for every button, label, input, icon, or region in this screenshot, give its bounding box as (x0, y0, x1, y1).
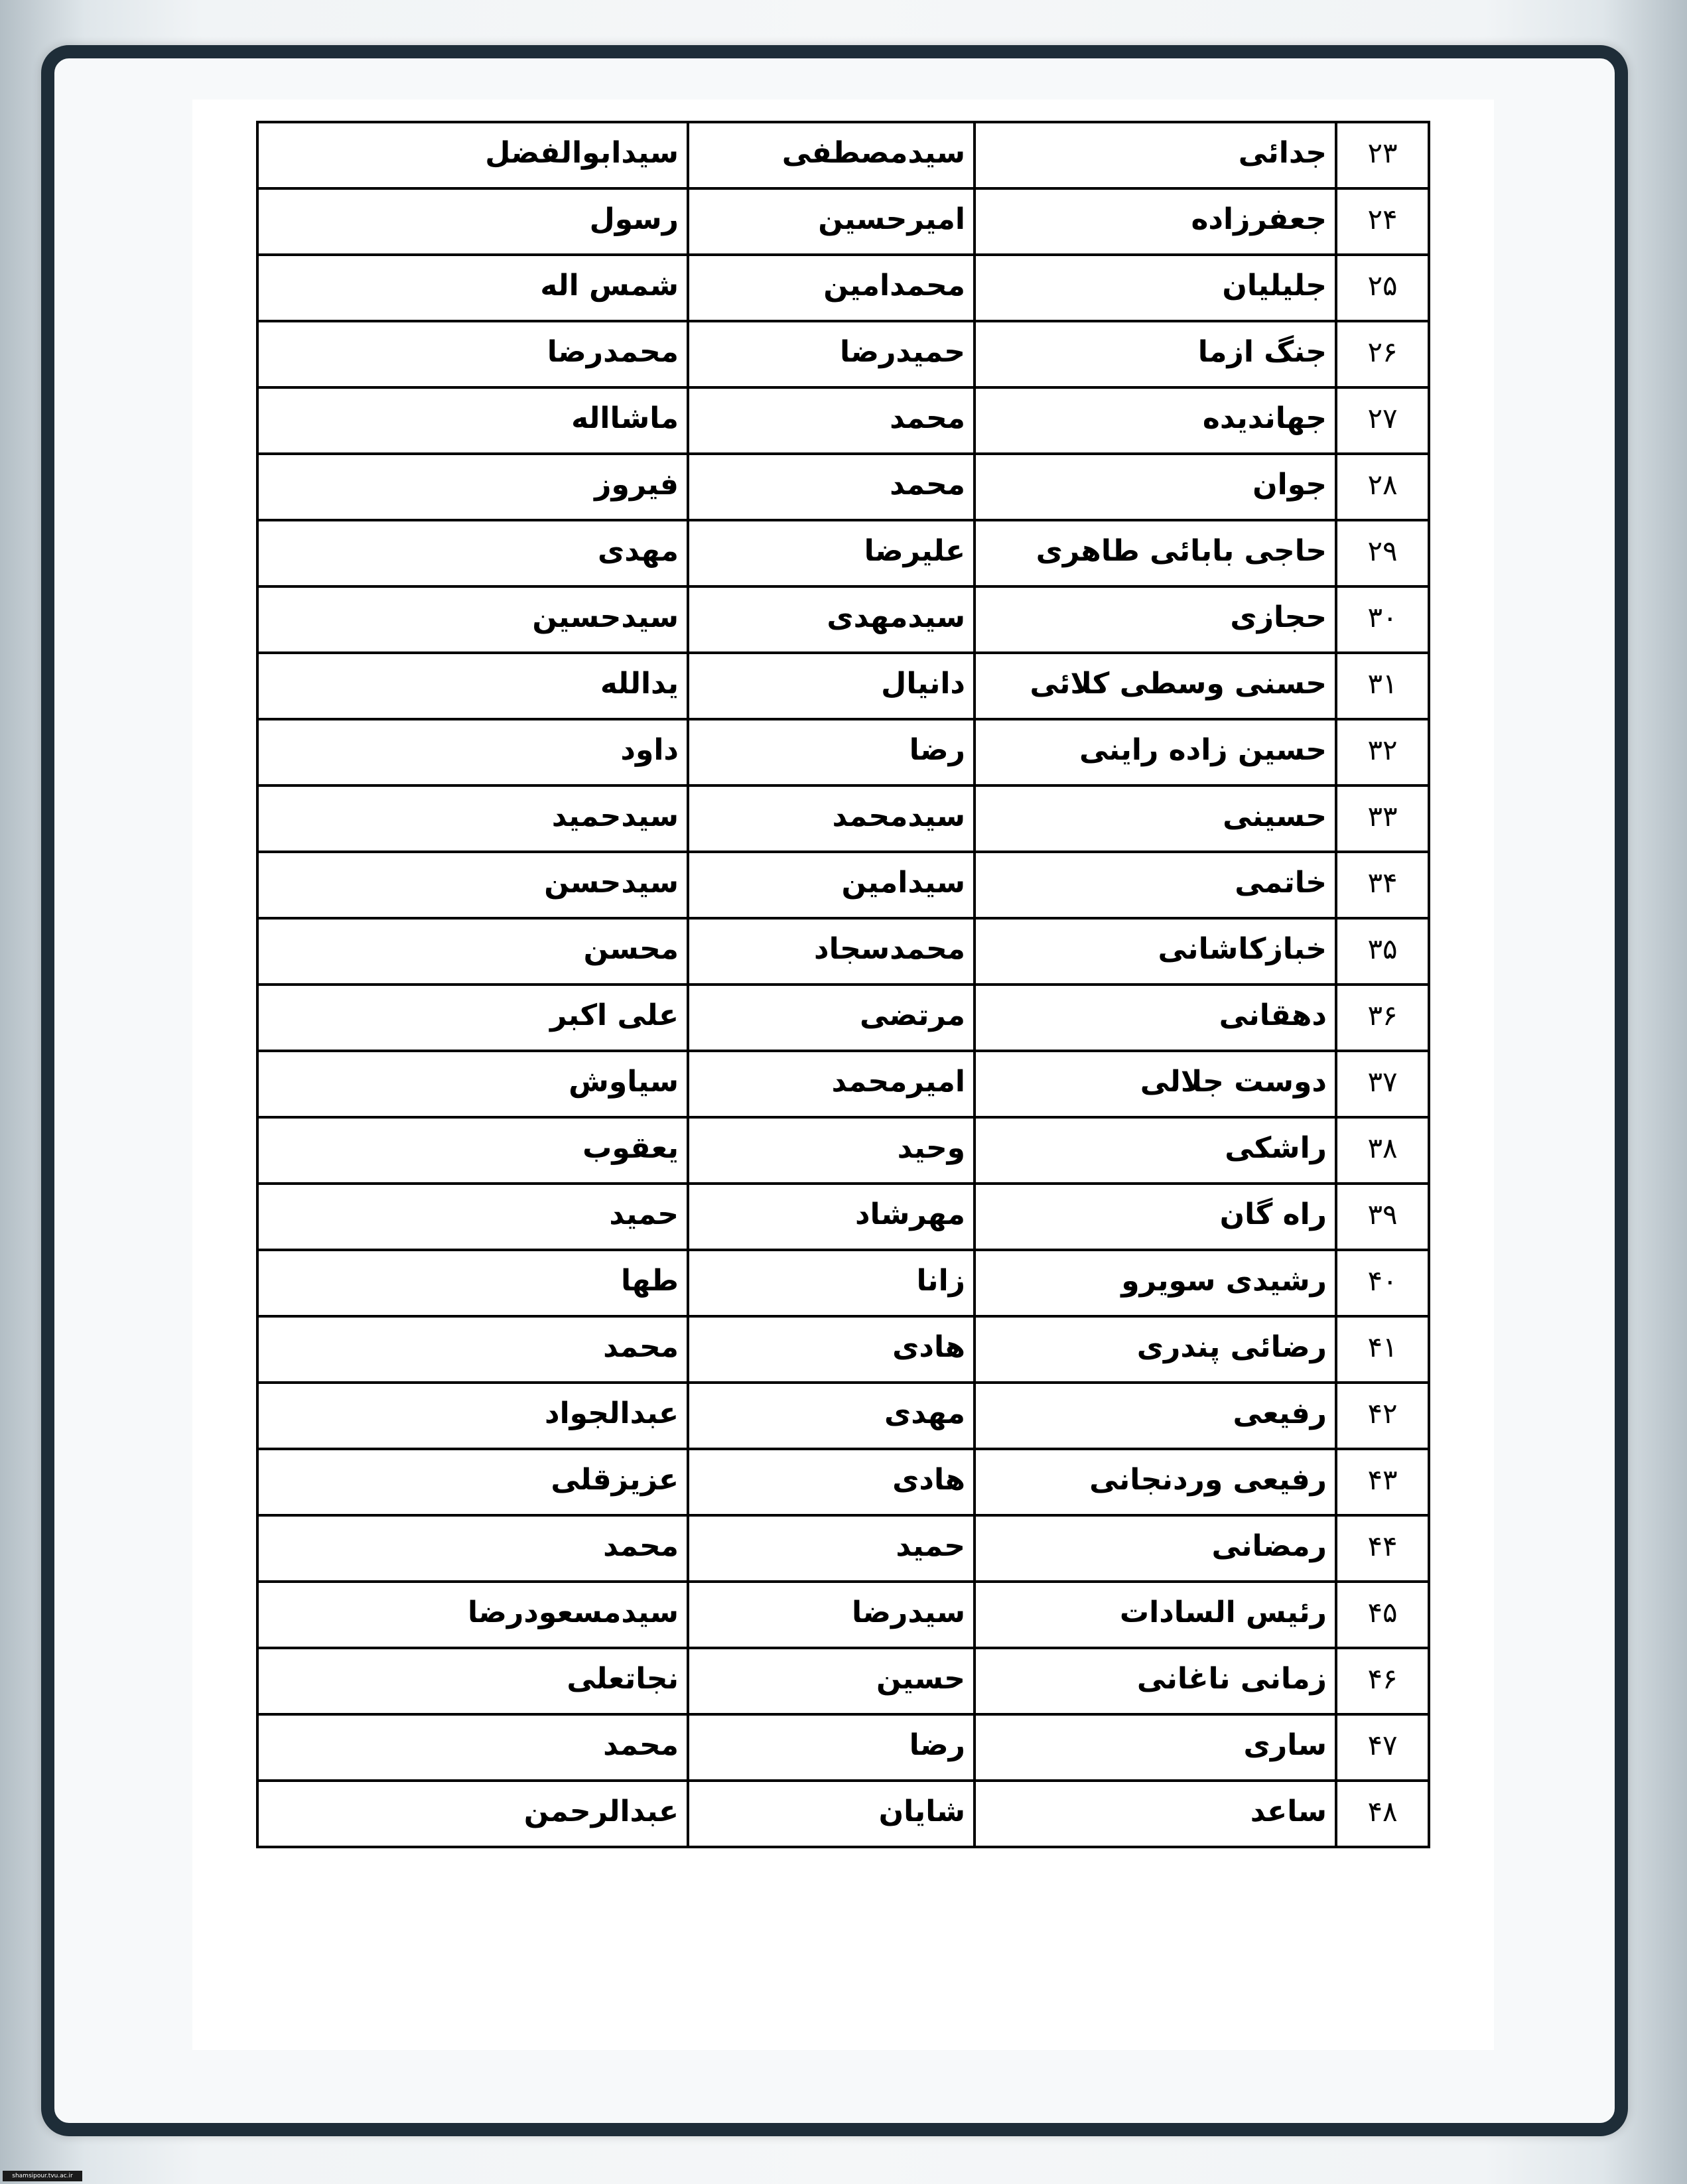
row-number: ۳۱ (1336, 653, 1429, 719)
last-name-cell: جنگ ازما (975, 321, 1336, 387)
last-name-cell: خاتمی (975, 852, 1336, 918)
table-row (257, 321, 1429, 387)
row-number: ۳۵ (1336, 918, 1429, 985)
row-number: ۴۸ (1336, 1781, 1429, 1847)
first-name-cell: محمدسجاد (688, 918, 975, 985)
father-name-cell: عبدالجواد (257, 1383, 688, 1449)
father-name-cell: طها (257, 1250, 688, 1316)
row-number: ۳۲ (1336, 719, 1429, 785)
last-name-cell: دهقانی (975, 985, 1336, 1051)
last-name-cell: رشیدی سویرو (975, 1250, 1336, 1316)
last-name-cell: زمانی ناغانی (975, 1648, 1336, 1714)
table-row (257, 1117, 1429, 1184)
father-name-cell: مهدی (257, 520, 688, 586)
last-name-cell: جوان (975, 454, 1336, 520)
father-name-cell: سیدمسعودرضا (257, 1582, 688, 1648)
row-number: ۲۶ (1336, 321, 1429, 387)
father-name-cell: فیروز (257, 454, 688, 520)
father-name-cell: عبدالرحمن (257, 1781, 688, 1847)
first-name-cell: هادی (688, 1449, 975, 1515)
last-name-cell: رفیعی (975, 1383, 1336, 1449)
father-name-cell: سیدابوالفضل (257, 122, 688, 188)
first-name-cell: حسین (688, 1648, 975, 1714)
first-name-cell: حمیدرضا (688, 321, 975, 387)
row-number: ۴۴ (1336, 1515, 1429, 1582)
table-row (257, 1449, 1429, 1515)
last-name-cell: رمضانی (975, 1515, 1336, 1582)
table-row (257, 586, 1429, 653)
father-name-cell: داود (257, 719, 688, 785)
last-name-cell: ساری (975, 1714, 1336, 1781)
last-name-cell: حاجی بابائی طاهری (975, 520, 1336, 586)
father-name-cell: محمد (257, 1515, 688, 1582)
row-number: ۳۶ (1336, 985, 1429, 1051)
table-row (257, 1582, 1429, 1648)
table-row (257, 1316, 1429, 1383)
first-name-cell: هادی (688, 1316, 975, 1383)
first-name-cell: شایان (688, 1781, 975, 1847)
row-number: ۴۱ (1336, 1316, 1429, 1383)
last-name-cell: جهاندیده (975, 387, 1336, 454)
row-number: ۲۷ (1336, 387, 1429, 454)
father-name-cell: محمد (257, 1316, 688, 1383)
last-name-cell: حسنی وسطی کلائی (975, 653, 1336, 719)
row-number: ۲۹ (1336, 520, 1429, 586)
table-row (257, 985, 1429, 1051)
table-row (257, 188, 1429, 255)
first-name-cell: محمد (688, 454, 975, 520)
father-name-cell: حمید (257, 1184, 688, 1250)
first-name-cell: محمد (688, 387, 975, 454)
last-name-cell: حجازی (975, 586, 1336, 653)
table-row (257, 122, 1429, 188)
table-row (257, 1714, 1429, 1781)
table-row (257, 1383, 1429, 1449)
table-row (257, 719, 1429, 785)
row-number: ۳۹ (1336, 1184, 1429, 1250)
last-name-cell: رئیس السادات (975, 1582, 1336, 1648)
table-row (257, 653, 1429, 719)
father-name-cell: یعقوب (257, 1117, 688, 1184)
table-row (257, 1515, 1429, 1582)
names-table (256, 121, 1430, 1848)
names-table-body (257, 122, 1429, 1847)
last-name-cell: خبازکاشانی (975, 918, 1336, 985)
row-number: ۳۰ (1336, 586, 1429, 653)
first-name-cell: مرتضی (688, 985, 975, 1051)
row-number: ۴۶ (1336, 1648, 1429, 1714)
first-name-cell: سیدمصطفی (688, 122, 975, 188)
row-number: ۲۸ (1336, 454, 1429, 520)
first-name-cell: رضا (688, 1714, 975, 1781)
first-name-cell: سیدرضا (688, 1582, 975, 1648)
father-name-cell: نجاتعلی (257, 1648, 688, 1714)
first-name-cell: سیدمحمد (688, 785, 975, 852)
father-name-cell: سیاوش (257, 1051, 688, 1117)
last-name-cell: رفیعی وردنجانی (975, 1449, 1336, 1515)
table-row (257, 454, 1429, 520)
first-name-cell: مهدی (688, 1383, 975, 1449)
row-number: ۳۴ (1336, 852, 1429, 918)
first-name-cell: سیدامین (688, 852, 975, 918)
table-row (257, 255, 1429, 321)
table-row (257, 785, 1429, 852)
first-name-cell: وحید (688, 1117, 975, 1184)
last-name-cell: راه گان (975, 1184, 1336, 1250)
table-row (257, 1184, 1429, 1250)
last-name-cell: راشکی (975, 1117, 1336, 1184)
father-name-cell: سیدحسن (257, 852, 688, 918)
row-number: ۲۴ (1336, 188, 1429, 255)
father-name-cell: محمدرضا (257, 321, 688, 387)
first-name-cell: زانا (688, 1250, 975, 1316)
row-number: ۳۷ (1336, 1051, 1429, 1117)
row-number: ۴۳ (1336, 1449, 1429, 1515)
row-number: ۴۲ (1336, 1383, 1429, 1449)
table-row (257, 1051, 1429, 1117)
father-name-cell: یدالله (257, 653, 688, 719)
father-name-cell: ماشااله (257, 387, 688, 454)
row-number: ۴۵ (1336, 1582, 1429, 1648)
last-name-cell: حسینی (975, 785, 1336, 852)
table-row (257, 520, 1429, 586)
table-row (257, 1250, 1429, 1316)
father-name-cell: رسول (257, 188, 688, 255)
father-name-cell: شمس اله (257, 255, 688, 321)
father-name-cell: علی اکبر (257, 985, 688, 1051)
row-number: ۴۰ (1336, 1250, 1429, 1316)
row-number: ۲۳ (1336, 122, 1429, 188)
table-row (257, 918, 1429, 985)
first-name-cell: علیرضا (688, 520, 975, 586)
last-name-cell: جلیلیان (975, 255, 1336, 321)
row-number: ۳۳ (1336, 785, 1429, 852)
first-name-cell: دانیال (688, 653, 975, 719)
first-name-cell: امیرمحمد (688, 1051, 975, 1117)
first-name-cell: رضا (688, 719, 975, 785)
row-number: ۴۷ (1336, 1714, 1429, 1781)
last-name-cell: دوست جلالی (975, 1051, 1336, 1117)
table-row (257, 1648, 1429, 1714)
first-name-cell: مهرشاد (688, 1184, 975, 1250)
table-row (257, 387, 1429, 454)
row-number: ۳۸ (1336, 1117, 1429, 1184)
table-row (257, 1781, 1429, 1847)
father-name-cell: محسن (257, 918, 688, 985)
father-name-cell: سیدحمید (257, 785, 688, 852)
first-name-cell: سیدمهدی (688, 586, 975, 653)
site-watermark: shamsipour.tvu.ac.ir (3, 2171, 82, 2181)
last-name-cell: جدائی (975, 122, 1336, 188)
first-name-cell: محمدامین (688, 255, 975, 321)
last-name-cell: ساعد (975, 1781, 1336, 1847)
father-name-cell: سیدحسین (257, 586, 688, 653)
first-name-cell: امیرحسین (688, 188, 975, 255)
table-row (257, 852, 1429, 918)
last-name-cell: جعفرزاده (975, 188, 1336, 255)
father-name-cell: محمد (257, 1714, 688, 1781)
first-name-cell: حمید (688, 1515, 975, 1582)
last-name-cell: حسین زاده راینی (975, 719, 1336, 785)
last-name-cell: رضائی پندری (975, 1316, 1336, 1383)
father-name-cell: عزیزقلی (257, 1449, 688, 1515)
row-number: ۲۵ (1336, 255, 1429, 321)
